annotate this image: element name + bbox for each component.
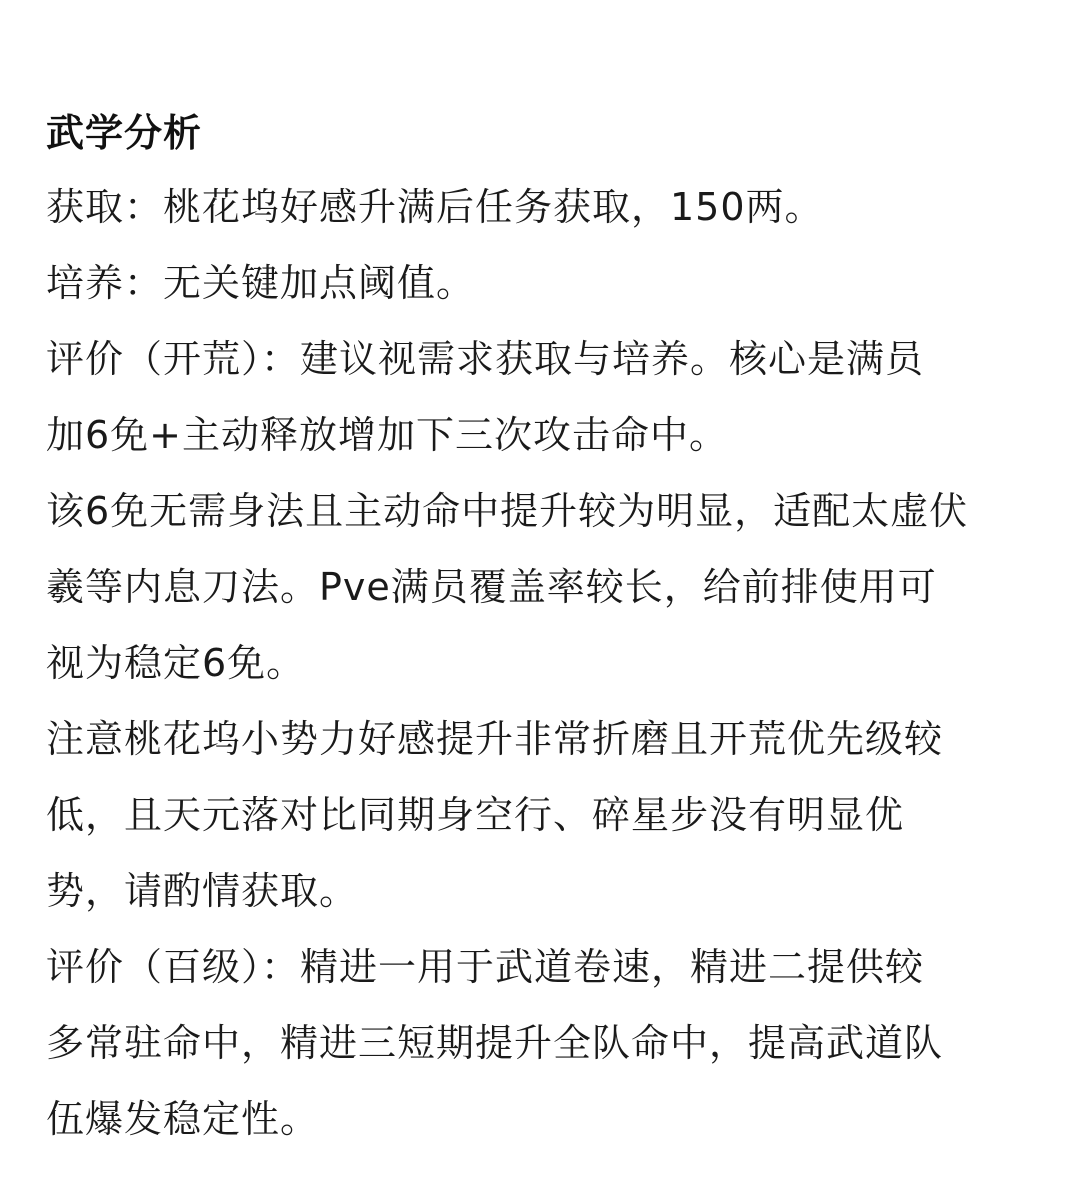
text-line-lvl100-review-3: 伍爆发稳定性。	[46, 1097, 320, 1141]
text-line-early-review-2: 加6免+主动释放增加下三次攻击命中。	[46, 413, 729, 457]
section-heading: 武学分析	[46, 111, 203, 155]
text-line-early-review-3: 该6免无需身法且主动命中提升较为明显，适配太虚伏	[46, 489, 969, 533]
text-line-note-3: 势，请酌情获取。	[46, 869, 359, 913]
article-body	[46, 104, 1046, 1157]
text-line-early-review-4: 羲等内息刀法。Pve满员覆盖率较长，给前排使用可	[46, 565, 937, 609]
text-line-lvl100-review-2: 多常驻命中，精进三短期提升全队命中，提高武道队	[46, 1021, 944, 1065]
text-line-note-2: 低，且天元落对比同期身空行、碎星步没有明显优	[46, 793, 905, 837]
text-line-acquire: 获取：桃花坞好感升满后任务获取，150两。	[46, 185, 824, 229]
text-line-early-review-5: 视为稳定6免。	[46, 641, 306, 685]
text-line-lvl100-review-1: 评价（百级）：精进一用于武道卷速，精进二提供较	[46, 945, 925, 989]
text-line-note-1: 注意桃花坞小势力好感提升非常折磨且开荒优先级较	[46, 717, 944, 761]
text-line-early-review-1: 评价（开荒）：建议视需求获取与培养。核心是满员	[46, 337, 925, 381]
text-line-training: 培养：无关键加点阈值。	[46, 261, 476, 305]
